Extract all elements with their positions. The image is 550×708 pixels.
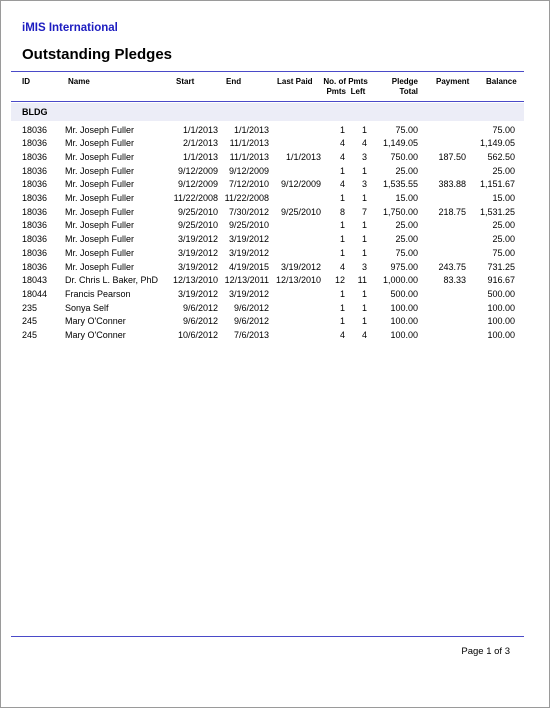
cell-name: Francis Pearson xyxy=(65,288,131,299)
cell-name: Mr. Joseph Fuller xyxy=(65,124,135,135)
cell-id: 18043 xyxy=(22,275,48,286)
cell-balance: 75.00 xyxy=(492,247,515,258)
cell-balance: 1,149.05 xyxy=(479,138,515,149)
header-top-rule xyxy=(11,71,524,72)
cell-balance: 25.00 xyxy=(492,234,515,245)
col-header-no-of-pmts-line2: Pmts xyxy=(326,87,346,96)
cell-id: 18044 xyxy=(22,288,48,299)
cell-left: 7 xyxy=(361,206,367,217)
cell-left: 1 xyxy=(361,234,367,245)
cell-name: Mr. Joseph Fuller xyxy=(65,193,135,203)
cell-name: Sonya Self xyxy=(65,302,109,313)
cell-end: 4/19/2015 xyxy=(228,261,269,272)
cell-no-pmts: 1 xyxy=(339,247,345,258)
cell-start: 9/12/2009 xyxy=(177,179,218,190)
cell-start: 9/12/2009 xyxy=(177,165,218,176)
cell-start: 3/19/2012 xyxy=(177,288,218,299)
cell-start: 9/25/2010 xyxy=(177,206,218,217)
cell-name: Mr. Joseph Fuller xyxy=(65,165,135,176)
table-row xyxy=(0,124,550,138)
cell-end: 9/6/2012 xyxy=(233,302,269,313)
cell-last-paid: 3/19/2012 xyxy=(280,261,321,272)
col-header-no-of-pmts-line1: No. of xyxy=(323,77,346,86)
cell-id: 18036 xyxy=(22,124,48,135)
cell-name: Mr. Joseph Fuller xyxy=(65,151,135,162)
cell-name: Mary O'Conner xyxy=(65,330,126,340)
cell-left: 4 xyxy=(361,138,367,149)
cell-id: 18036 xyxy=(22,193,48,203)
page-number: Page 1 of 3 xyxy=(461,646,510,657)
cell-no-pmts: 1 xyxy=(339,288,345,299)
table-row xyxy=(0,219,550,233)
cell-no-pmts: 12 xyxy=(334,275,345,286)
cell-name: Mr. Joseph Fuller xyxy=(65,234,135,245)
cell-payment: 218.75 xyxy=(438,206,466,217)
cell-start: 9/6/2012 xyxy=(182,316,218,327)
cell-pledge: 500.00 xyxy=(390,288,418,299)
cell-start: 9/6/2012 xyxy=(182,302,218,313)
cell-start: 9/25/2010 xyxy=(177,220,218,231)
cell-start: 1/1/2013 xyxy=(182,124,218,135)
cell-start: 3/19/2012 xyxy=(177,234,218,245)
table-row xyxy=(0,329,550,343)
cell-no-pmts: 1 xyxy=(339,124,345,135)
cell-name: Dr. Chris L. Baker, PhD xyxy=(65,275,159,286)
cell-name: Mr. Joseph Fuller xyxy=(65,206,135,217)
col-header-pmts-left-line1: Pmts xyxy=(348,77,368,86)
cell-balance: 15.00 xyxy=(492,193,515,203)
cell-left: 1 xyxy=(361,247,367,258)
col-header-name: Name xyxy=(68,77,90,86)
cell-pledge: 25.00 xyxy=(395,234,418,245)
cell-name: Mary O'Conner xyxy=(65,316,126,327)
cell-left: 3 xyxy=(361,151,367,162)
cell-pledge: 75.00 xyxy=(395,124,418,135)
cell-pledge: 1,750.00 xyxy=(382,206,418,217)
table-row xyxy=(0,302,550,316)
cell-no-pmts: 1 xyxy=(339,302,345,313)
cell-no-pmts: 1 xyxy=(339,234,345,245)
col-header-balance: Balance xyxy=(486,77,517,86)
table-row xyxy=(0,151,550,165)
col-header-pledge-total xyxy=(376,77,418,97)
cell-left: 1 xyxy=(361,288,367,299)
table-row xyxy=(0,206,550,220)
col-header-pledge-total-line1: Pledge xyxy=(391,77,418,86)
cell-pledge: 100.00 xyxy=(390,330,418,340)
col-header-id: ID xyxy=(22,77,30,86)
cell-id: 18036 xyxy=(22,261,48,272)
cell-last-paid: 9/12/2009 xyxy=(280,179,321,190)
col-header-pmts-left-line2: Left xyxy=(350,87,366,96)
cell-no-pmts: 1 xyxy=(339,220,345,231)
cell-id: 18036 xyxy=(22,138,48,149)
cell-no-pmts: 4 xyxy=(339,261,345,272)
cell-left: 11 xyxy=(357,275,367,286)
cell-balance: 1,151.67 xyxy=(479,179,515,190)
cell-left: 1 xyxy=(361,124,367,135)
table-row xyxy=(0,192,550,206)
cell-balance: 1,531.25 xyxy=(479,206,515,217)
cell-no-pmts: 4 xyxy=(339,138,345,149)
cell-pledge: 25.00 xyxy=(395,165,418,176)
cell-left: 1 xyxy=(361,165,367,176)
cell-no-pmts: 4 xyxy=(339,151,345,162)
cell-id: 18036 xyxy=(22,206,48,217)
cell-end: 7/12/2010 xyxy=(228,179,269,190)
cell-id: 18036 xyxy=(22,165,48,176)
cell-start: 2/1/2013 xyxy=(182,138,218,149)
col-header-pmts-left xyxy=(346,77,370,97)
cell-balance: 25.00 xyxy=(492,165,515,176)
col-header-last-paid: Last Paid xyxy=(277,77,313,86)
col-header-pledge-total-line2: Total xyxy=(399,87,418,96)
cell-left: 3 xyxy=(361,261,367,272)
cell-start: 3/19/2012 xyxy=(177,261,218,272)
cell-balance: 916.67 xyxy=(487,275,515,286)
cell-name: Mr. Joseph Fuller xyxy=(65,179,135,190)
table-row xyxy=(0,137,550,151)
group-band xyxy=(11,103,524,121)
table-row xyxy=(0,274,550,288)
cell-left: 1 xyxy=(361,220,367,231)
cell-balance: 731.25 xyxy=(487,261,515,272)
col-header-end: End xyxy=(226,77,242,86)
cell-no-pmts: 4 xyxy=(339,330,345,340)
cell-left: 1 xyxy=(361,302,367,313)
cell-pledge: 25.00 xyxy=(395,220,418,231)
cell-left: 1 xyxy=(361,193,367,203)
table-row xyxy=(0,261,550,275)
cell-balance: 100.00 xyxy=(487,330,515,340)
cell-end: 9/25/2010 xyxy=(228,220,269,231)
cell-no-pmts: 1 xyxy=(339,165,345,176)
cell-balance: 100.00 xyxy=(487,302,515,313)
table-row xyxy=(0,288,550,302)
cell-start: 3/19/2012 xyxy=(177,247,218,258)
cell-end: 11/22/2008 xyxy=(224,193,269,203)
cell-left: 4 xyxy=(361,330,367,340)
cell-end: 7/30/2012 xyxy=(228,206,269,217)
table-row xyxy=(0,165,550,179)
cell-pledge: 1,535.55 xyxy=(382,179,418,190)
cell-id: 18036 xyxy=(22,179,48,190)
cell-end: 11/1/2013 xyxy=(229,151,269,162)
cell-payment: 243.75 xyxy=(438,261,466,272)
cell-end: 9/6/2012 xyxy=(233,316,269,327)
cell-pledge: 750.00 xyxy=(390,151,418,162)
cell-left: 3 xyxy=(361,179,367,190)
cell-no-pmts: 4 xyxy=(339,179,345,190)
table-row xyxy=(0,247,550,261)
col-header-start: Start xyxy=(176,77,195,86)
cell-end: 1/1/2013 xyxy=(233,124,269,135)
cell-pledge: 1,149.05 xyxy=(382,138,418,149)
cell-pledge: 75.00 xyxy=(395,247,418,258)
cell-name: Mr. Joseph Fuller xyxy=(65,138,135,149)
cell-end: 9/12/2009 xyxy=(228,165,269,176)
cell-balance: 100.00 xyxy=(487,316,515,327)
cell-id: 18036 xyxy=(22,247,48,258)
cell-pledge: 100.00 xyxy=(390,316,418,327)
cell-start: 11/22/2008 xyxy=(173,193,218,203)
cell-start: 1/1/2013 xyxy=(182,151,218,162)
cell-payment: 383.88 xyxy=(438,179,466,190)
report-title: Outstanding Pledges xyxy=(22,46,173,63)
cell-id: 245 xyxy=(22,316,38,327)
cell-balance: 562.50 xyxy=(487,151,515,162)
cell-no-pmts: 8 xyxy=(339,206,345,217)
table-row xyxy=(0,178,550,192)
col-header-no-of-pmts xyxy=(316,77,346,97)
col-header-payment: Payment xyxy=(436,77,470,86)
cell-id: 235 xyxy=(22,302,38,313)
cell-name: Mr. Joseph Fuller xyxy=(65,220,135,231)
cell-last-paid: 1/1/2013 xyxy=(285,151,321,162)
cell-no-pmts: 1 xyxy=(339,316,345,327)
organization-name: iMIS International xyxy=(22,22,118,34)
cell-balance: 75.00 xyxy=(492,124,515,135)
table-row xyxy=(0,233,550,247)
cell-name: Mr. Joseph Fuller xyxy=(65,261,135,272)
cell-pledge: 15.00 xyxy=(395,193,418,203)
header-bottom-rule xyxy=(11,101,524,102)
cell-pledge: 100.00 xyxy=(390,302,418,313)
cell-end: 11/1/2013 xyxy=(229,138,269,149)
footer-rule xyxy=(11,636,524,637)
cell-payment: 187.50 xyxy=(438,151,466,162)
cell-end: 12/13/2011 xyxy=(224,275,269,286)
cell-no-pmts: 1 xyxy=(339,193,345,203)
cell-balance: 500.00 xyxy=(487,288,515,299)
cell-pledge: 1,000.00 xyxy=(382,275,418,286)
cell-start: 12/13/2010 xyxy=(172,275,218,286)
cell-id: 245 xyxy=(22,330,38,340)
table-row xyxy=(0,315,550,329)
cell-start: 10/6/2012 xyxy=(177,330,218,340)
group-label: BLDG xyxy=(22,107,48,117)
cell-end: 3/19/2012 xyxy=(228,234,269,245)
cell-id: 18036 xyxy=(22,220,48,231)
cell-id: 18036 xyxy=(22,234,48,245)
cell-balance: 25.00 xyxy=(492,220,515,231)
cell-name: Mr. Joseph Fuller xyxy=(65,247,135,258)
cell-left: 1 xyxy=(361,316,367,327)
cell-end: 7/6/2013 xyxy=(233,330,269,340)
cell-last-paid: 12/13/2010 xyxy=(275,275,321,286)
cell-id: 18036 xyxy=(22,151,48,162)
cell-end: 3/19/2012 xyxy=(228,247,269,258)
cell-payment: 83.33 xyxy=(443,275,466,286)
cell-end: 3/19/2012 xyxy=(228,288,269,299)
cell-last-paid: 9/25/2010 xyxy=(280,206,321,217)
cell-pledge: 975.00 xyxy=(390,261,418,272)
